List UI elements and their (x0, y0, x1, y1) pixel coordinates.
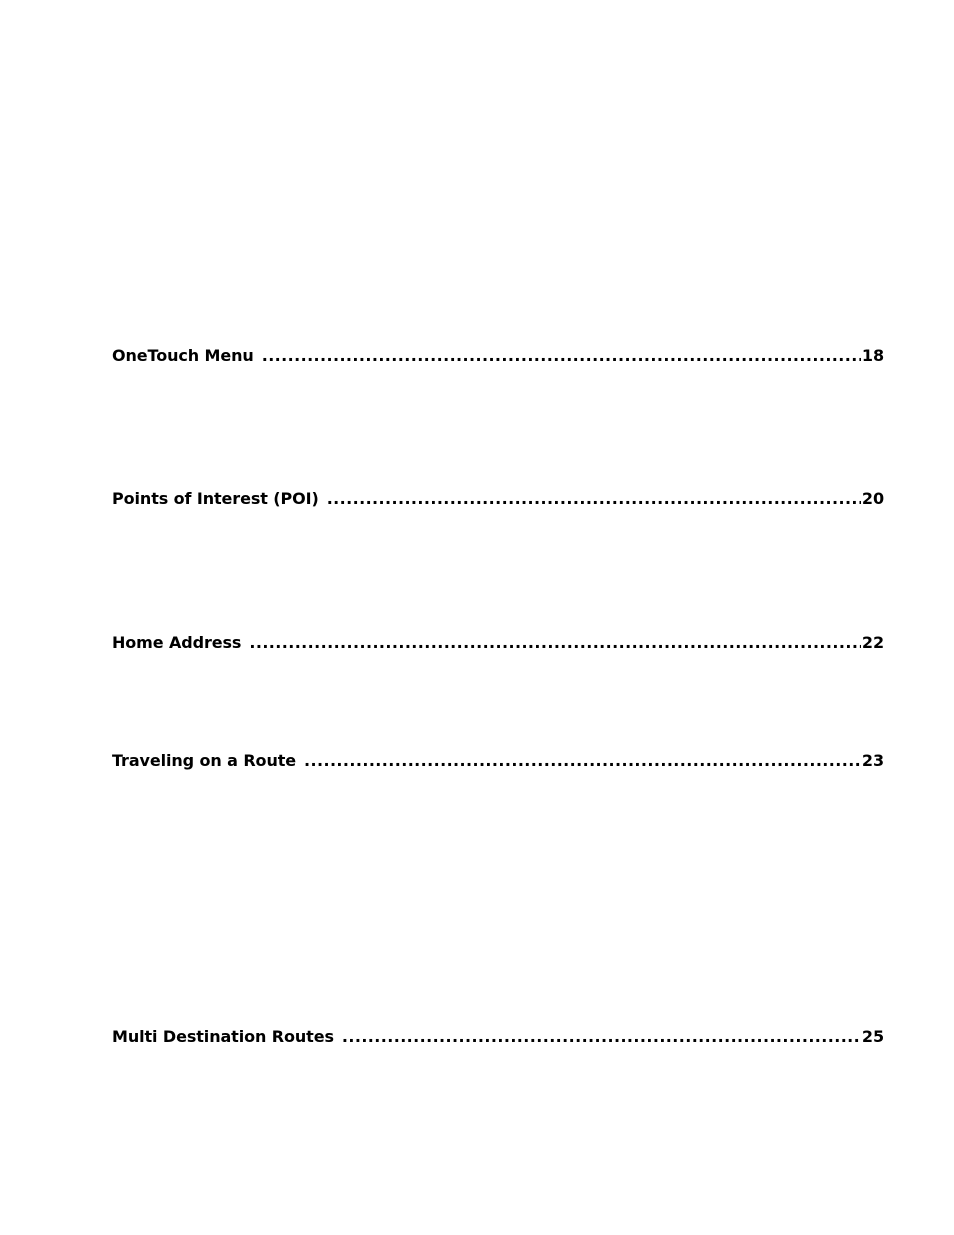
toc-entry-title: Points of Interest (POI) (112, 489, 319, 508)
toc-page-number: 18 (861, 346, 884, 365)
toc-entry-title: OneTouch Menu (112, 346, 254, 365)
toc-dot-leader (304, 750, 861, 772)
toc-entry-home-address[interactable] (112, 632, 884, 654)
toc-entry-title: Multi Destination Routes (112, 1027, 334, 1046)
toc-entry-onetouch-menu[interactable] (112, 345, 884, 367)
toc-dot-leader (342, 1026, 861, 1048)
toc-entry-title: Traveling on a Route (112, 751, 297, 770)
toc-page-number: 25 (861, 1027, 884, 1046)
toc-page-number: 23 (861, 751, 884, 770)
toc-dot-leader (249, 632, 861, 654)
toc-entry-points-of-interest[interactable] (112, 488, 884, 510)
toc-dot-leader (262, 345, 861, 367)
toc-dot-leader (327, 488, 861, 510)
toc-entry-title: Home Address (112, 633, 242, 652)
toc-entry-multi-destination-routes[interactable] (112, 1026, 884, 1048)
toc-page-number: 20 (861, 489, 884, 508)
toc-page-number: 22 (861, 633, 884, 652)
toc-entry-traveling-on-a-route[interactable] (112, 750, 884, 772)
